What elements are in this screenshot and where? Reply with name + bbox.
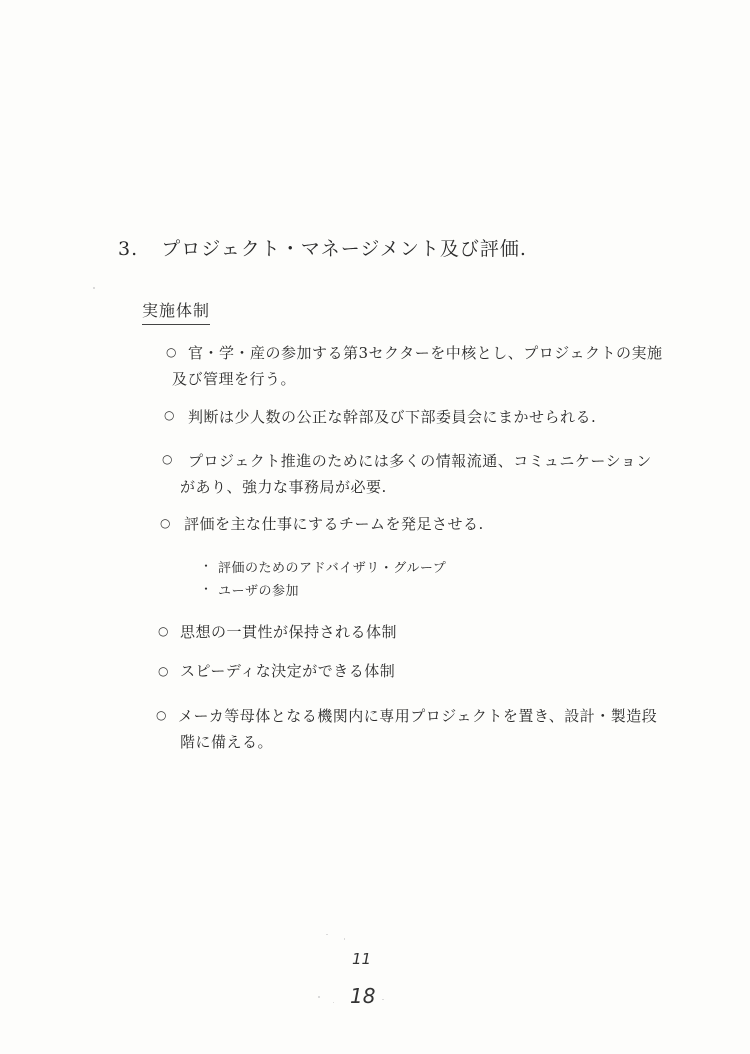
sub-bullet: ・ [200, 582, 213, 596]
list-item-line: プロジェクト推進のためには多くの情報流通、コミュニケーション [188, 452, 652, 470]
sub-list-item: 評価のためのアドバイザリ・グループ [218, 561, 447, 576]
list-item-line: 官・学・産の参加する第3セクターを中核とし、プロジェクトの実施 [188, 344, 663, 362]
scan-speck [93, 287, 95, 289]
sub-bullet: ・ [200, 559, 213, 573]
footer-mark: 11 [352, 950, 372, 968]
list-bullet: ○ [160, 516, 171, 530]
section-title: プロジェクト・マネージメント及び評価. [161, 238, 527, 260]
list-bullet: ○ [156, 708, 167, 722]
list-bullet: ○ [164, 408, 175, 422]
scan-speck [318, 996, 320, 998]
list-item-line: 思想の一貫性が保持される体制 [180, 623, 398, 641]
list-item [188, 404, 596, 430]
list-item-line: スピーディな決定ができる体制 [180, 662, 396, 680]
list-item-line: メーカ等母体となる機関内に専用プロジェクトを置き、設計・製造段 [178, 707, 658, 725]
list-bullet: ○ [166, 345, 177, 359]
section-heading [118, 234, 527, 261]
list-item [172, 340, 663, 392]
list-item [180, 658, 395, 684]
scan-speck [333, 1002, 334, 1003]
list-item-line: があり、強力な事務局が必要. [180, 478, 387, 496]
list-item-line: 判断は少人数の公正な幹部及び下部委員会にまかせられる. [188, 408, 597, 426]
section-number: 3. [118, 238, 139, 260]
list-item [180, 619, 397, 645]
list-item [178, 703, 657, 755]
list-item-line: 評価を主な仕事にするチームを発足させる. [184, 515, 484, 533]
sub-list-item: ユーザの参加 [218, 584, 300, 599]
page-number: 18 [350, 984, 376, 1008]
subsection-title: 実施体制 [142, 298, 210, 325]
list-item-line: 及び管理を行う。 [172, 370, 297, 388]
list-bullet: ○ [162, 452, 173, 466]
list-bullet: ○ [158, 664, 169, 678]
list-bullet: ○ [158, 624, 169, 638]
scan-speck [344, 938, 345, 940]
list-item-line: 階に備える。 [180, 733, 274, 751]
list-item [180, 448, 652, 500]
scan-speck [382, 999, 384, 1000]
list-item [184, 511, 484, 537]
scan-speck [326, 934, 328, 935]
